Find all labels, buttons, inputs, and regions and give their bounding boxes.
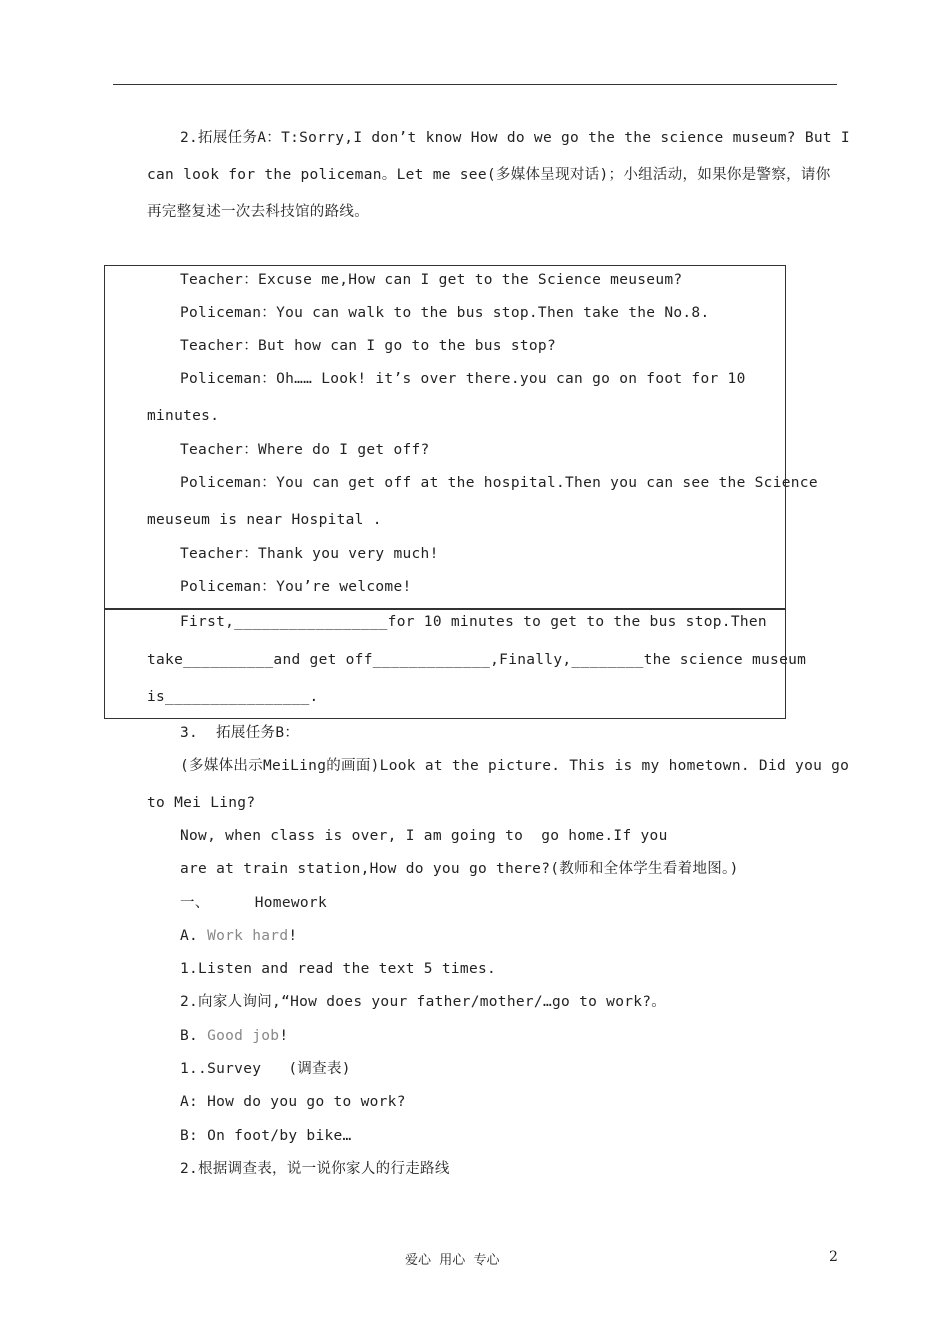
homework-b-suffix: ! — [279, 1028, 289, 1044]
homework-a-suffix: ! — [288, 928, 298, 944]
homework-a-item-2: 2.向家人询问,“How does your father/mother/…go to work?。 — [180, 994, 667, 1010]
task-b-line-2: to Mei Ling? — [147, 795, 256, 811]
dialogue-line: Policeman：You’re welcome! — [180, 579, 412, 595]
homework-b-question: A: How do you go to work? — [180, 1094, 406, 1110]
homework-b-prefix: B. — [180, 1028, 208, 1044]
fill-in-line: First,_________________for 10 minutes to get to the bus stop.Then — [180, 614, 767, 630]
task-b-heading: 3. 拓展任务B： — [180, 725, 300, 741]
homework-a-prefix: A. — [180, 928, 208, 944]
homework-b — [180, 1027, 288, 1045]
task-b-line-1: (多媒体出示MeiLing的画面)Look at the picture. This is my hometown. Did you go — [180, 758, 850, 774]
homework-a — [180, 927, 297, 945]
dialogue-line: Teacher：Excuse me,How can I get to the Science meuseum? — [180, 272, 683, 288]
fill-in-line: take__________and get off_____________,Finally,________the science museum — [147, 652, 807, 668]
task-a-line-3: 再完整复述一次去科技馆的路线。 — [147, 204, 369, 220]
dialogue-line: Policeman：Oh…… Look! it’s over there.you can go on foot for 10 — [180, 371, 746, 387]
task-b-line-3: Now, when class is over, I am going to go home.If you — [180, 828, 668, 844]
homework-b-label: Good job — [207, 1028, 280, 1044]
homework-a-label: Work hard — [207, 928, 289, 944]
task-a-line-1: 2.拓展任务A：T:Sorry,I don’t know How do we go the the science museum? But I — [180, 130, 850, 146]
dialogue-line: Teacher：Thank you very much! — [180, 546, 439, 562]
homework-a-item-1: 1.Listen and read the text 5 times. — [180, 961, 497, 977]
dialogue-line: Teacher：But how can I go to the bus stop? — [180, 338, 556, 354]
dialogue-line: minutes. — [147, 408, 220, 424]
homework-b-answer: B: On foot/by bike… — [180, 1128, 352, 1144]
homework-heading: 一、 Homework — [180, 895, 327, 911]
dialogue-line: Policeman：You can walk to the bus stop.Then take the No.8. — [180, 305, 710, 321]
page-footer: 爱心 用心 专心 — [405, 1253, 500, 1268]
task-a-line-2: can look for the policeman。Let me see(多媒体呈现对话)；小组活动，如果你是警察，请你 — [147, 167, 831, 183]
task-b-line-4: are at train station,How do you go there?(教师和全体学生看着地图。) — [180, 861, 739, 877]
homework-b-item-1: 1..Survey (调查表) — [180, 1061, 351, 1077]
dialogue-line: Teacher：Where do I get off? — [180, 442, 430, 458]
dialogue-line: Policeman：You can get off at the hospital.Then you can see the Science — [180, 475, 818, 491]
header-rule — [113, 84, 837, 85]
homework-b-item-2: 2.根据调查表，说一说你家人的行走路线 — [180, 1161, 450, 1177]
page-number: 2 — [829, 1249, 838, 1265]
dialogue-line: meuseum is near Hospital . — [147, 512, 382, 528]
fill-in-line: is________________. — [147, 689, 319, 705]
